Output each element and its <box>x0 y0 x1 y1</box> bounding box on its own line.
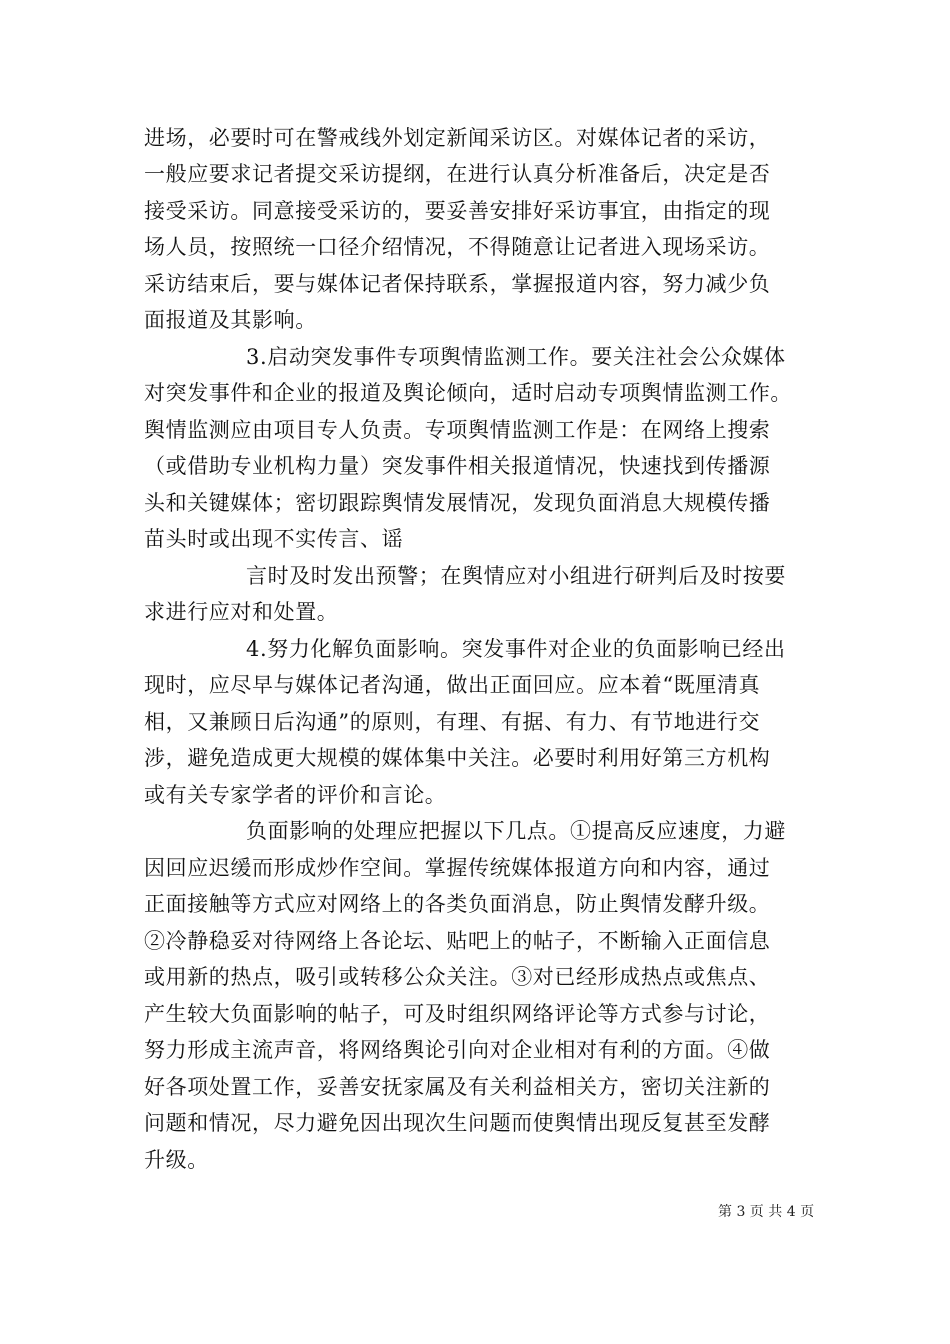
body-text-line: ②冷静稳妥对待网络上各论坛、贴吧上的帖子，不断输入正面信息 <box>144 929 771 953</box>
paragraph-start-line: 3.启动突发事件专项舆情监测工作。要关注社会公众媒体 <box>246 345 786 369</box>
paragraph-start-line: 言时及时发出预警；在舆情应对小组进行研判后及时按要 <box>246 564 786 588</box>
body-text-line: 求进行应对和处置。 <box>144 600 339 624</box>
body-text-line: 对突发事件和企业的报道及舆论倾向，适时启动专项舆情监测工作。 <box>144 381 792 405</box>
body-text-line: 好各项处置工作，妥善安抚家属及有关利益相关方，密切关注新的 <box>144 1075 771 1099</box>
body-text-line: 场人员，按照统一口径介绍情况，不得随意让记者进入现场采访。 <box>144 235 771 259</box>
body-text-line: 苗头时或出现不实传言、谣 <box>144 527 404 551</box>
body-text-line: 头和关键媒体；密切跟踪舆情发展情况，发现负面消息大规模传播 <box>144 491 771 515</box>
paragraph-start-line: 4.努力化解负面影响。突发事件对企业的负面影响已经出 <box>246 637 786 661</box>
body-text-line: 涉，避免造成更大规模的媒体集中关注。必要时利用好第三方机构 <box>144 746 771 770</box>
body-text-line: 正面接触等方式应对网络上的各类负面消息，防止舆情发酵升级。 <box>144 892 771 916</box>
body-text-line: 接受采访。同意接受采访的，要妥善安排好采访事宜，由指定的现 <box>144 199 771 223</box>
body-text-line: 一般应要求记者提交采访提纲，在进行认真分析准备后，决定是否 <box>144 162 771 186</box>
body-text-line: 相，又兼顾日后沟通”的原则，有理、有据、有力、有节地进行交 <box>144 710 761 734</box>
body-text-line: 面报道及其影响。 <box>144 308 317 332</box>
body-text-line: 进场，必要时可在警戒线外划定新闻采访区。对媒体记者的采访， <box>144 126 771 150</box>
body-text-line: 问题和情况，尽力避免因出现次生问题而使舆情出现反复甚至发酵 <box>144 1111 771 1135</box>
body-text-line: 升级。 <box>144 1148 209 1172</box>
body-text-line: 产生较大负面影响的帖子，可及时组织网络评论等方式参与讨论， <box>144 1002 771 1026</box>
body-text-line: 或有关专家学者的评价和言论。 <box>144 783 447 807</box>
body-text-line: 努力形成主流声音，将网络舆论引向对企业相对有利的方面。④做 <box>144 1038 771 1062</box>
body-text-line: （或借助专业机构力量）突发事件相关报道情况，快速找到传播源 <box>144 454 771 478</box>
body-text-line: 采访结束后，要与媒体记者保持联系，掌握报道内容，努力减少负 <box>144 272 771 296</box>
body-text-line: 因回应迟缓而形成炒作空间。掌握传统媒体报道方向和内容，通过 <box>144 856 771 880</box>
body-text-line: 舆情监测应由项目专人负责。专项舆情监测工作是：在网络上搜索 <box>144 418 771 442</box>
body-text-line: 或用新的热点，吸引或转移公众关注。③对已经形成热点或焦点、 <box>144 965 771 989</box>
paragraph-start-line: 负面影响的处理应把握以下几点。①提高反应速度，力避 <box>246 819 786 843</box>
body-text-line: 现时，应尽早与媒体记者沟通，做出正面回应。应本着“既厘清真 <box>144 673 761 697</box>
page-number-footer: 第 3 页 共 4 页 <box>718 1204 815 1220</box>
